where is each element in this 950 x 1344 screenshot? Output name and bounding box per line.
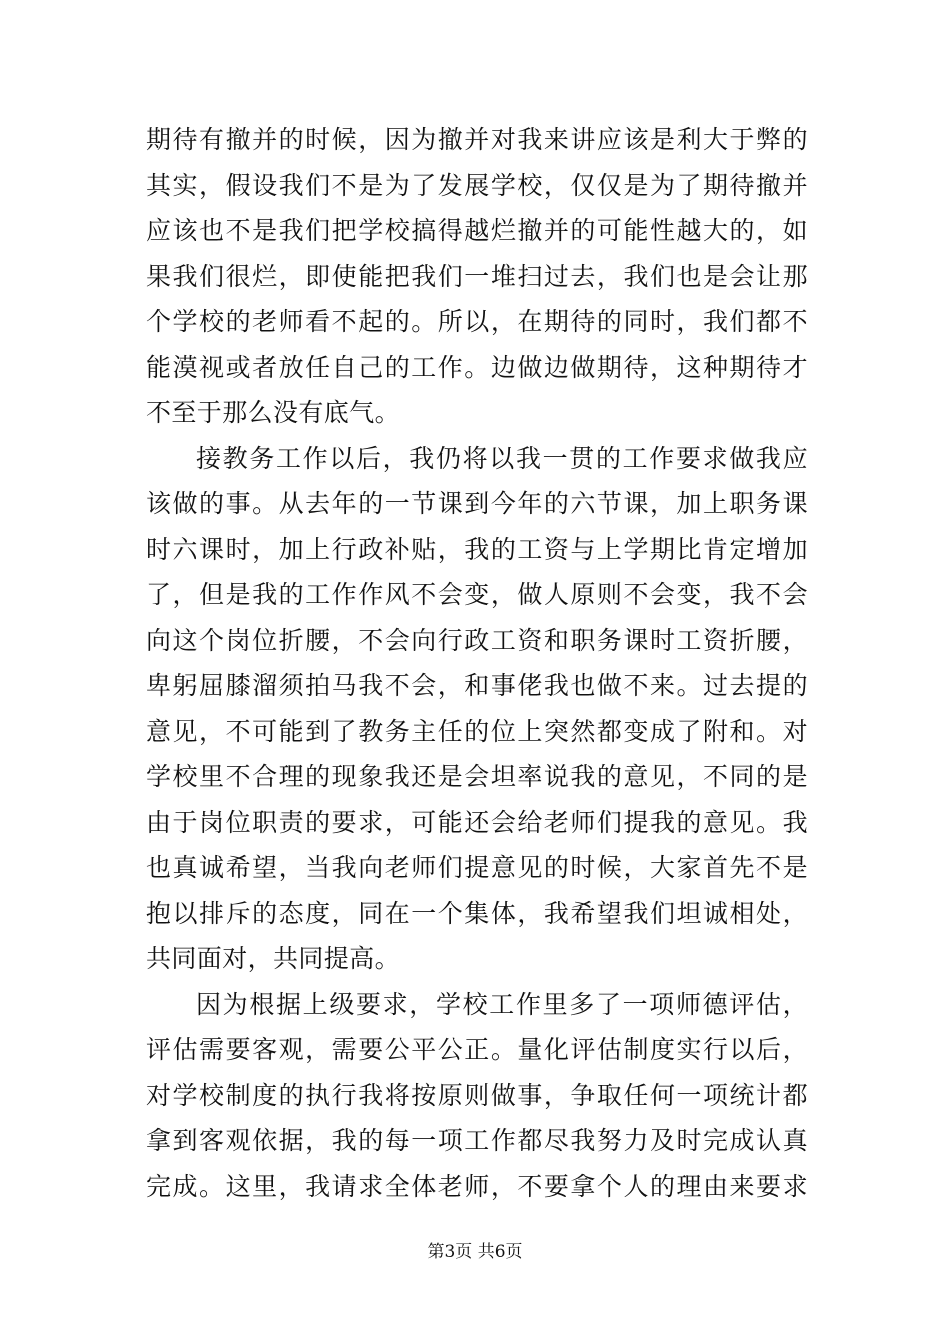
text-line: 个学校的老师看不起的。所以，在期待的同时，我们都不 <box>146 307 808 336</box>
text-line: 其实，假设我们不是为了发展学校，仅仅是为了期待撤并 <box>146 170 808 200</box>
text-line: 接教务工作以后，我仍将以我一贯的工作要求做我应 <box>196 443 808 473</box>
text-line: 共同面对，共同提高。 <box>146 944 401 973</box>
text-line: 学校里不合理的现象我还是会坦率说我的意见，不同的是 <box>146 762 808 791</box>
text-line: 了，但是我的工作作风不会变，做人原则不会变，我不会 <box>146 580 808 609</box>
page-footer: 第3页 共6页 <box>427 1242 523 1262</box>
text-line: 对学校制度的执行我将按原则做事，争取任何一项统计都 <box>146 1080 808 1110</box>
text-line: 因为根据上级要求，学校工作里多了一项师德评估， <box>196 989 808 1019</box>
text-line: 卑躬屈膝溜须拍马我不会，和事佬我也做不来。过去提的 <box>146 671 808 700</box>
text-line: 拿到客观依据，我的每一项工作都尽我努力及时完成认真 <box>146 1126 808 1155</box>
text-line: 向这个岗位折腰，不会向行政工资和职务课时工资折腰， <box>146 625 808 655</box>
text-line: 抱以排斥的态度，同在一个集体，我希望我们坦诚相处， <box>146 898 808 928</box>
text-line: 意见，不可能到了教务主任的位上突然都变成了附和。对 <box>146 716 808 746</box>
text-line: 由于岗位职责的要求，可能还会给老师们提我的意见。我 <box>146 807 808 837</box>
text-line: 果我们很烂，即使能把我们一堆扫过去，我们也是会让那 <box>146 261 808 291</box>
text-line: 时六课时，加上行政补贴，我的工资与上学期比肯定增加 <box>146 534 808 564</box>
text-line: 能漠视或者放任自己的工作。边做边做期待，这种期待才 <box>146 352 808 382</box>
text-line: 应该也不是我们把学校搞得越烂撤并的可能性越大的，如 <box>146 216 808 245</box>
text-line: 也真诚希望，当我向老师们提意见的时候，大家首先不是 <box>146 853 808 882</box>
text-line: 该做的事。从去年的一节课到今年的六节课，加上职务课 <box>146 489 808 518</box>
text-line: 期待有撤并的时候，因为撤并对我来讲应该是利大于弊的 <box>146 125 808 154</box>
text-line: 完成。这里，我请求全体老师，不要拿个人的理由来要求 <box>146 1171 808 1201</box>
text-line: 不至于那么没有底气。 <box>146 398 401 427</box>
text-line: 评估需要客观，需要公平公正。量化评估制度实行以后， <box>146 1035 808 1064</box>
body-text <box>146 117 808 1209</box>
